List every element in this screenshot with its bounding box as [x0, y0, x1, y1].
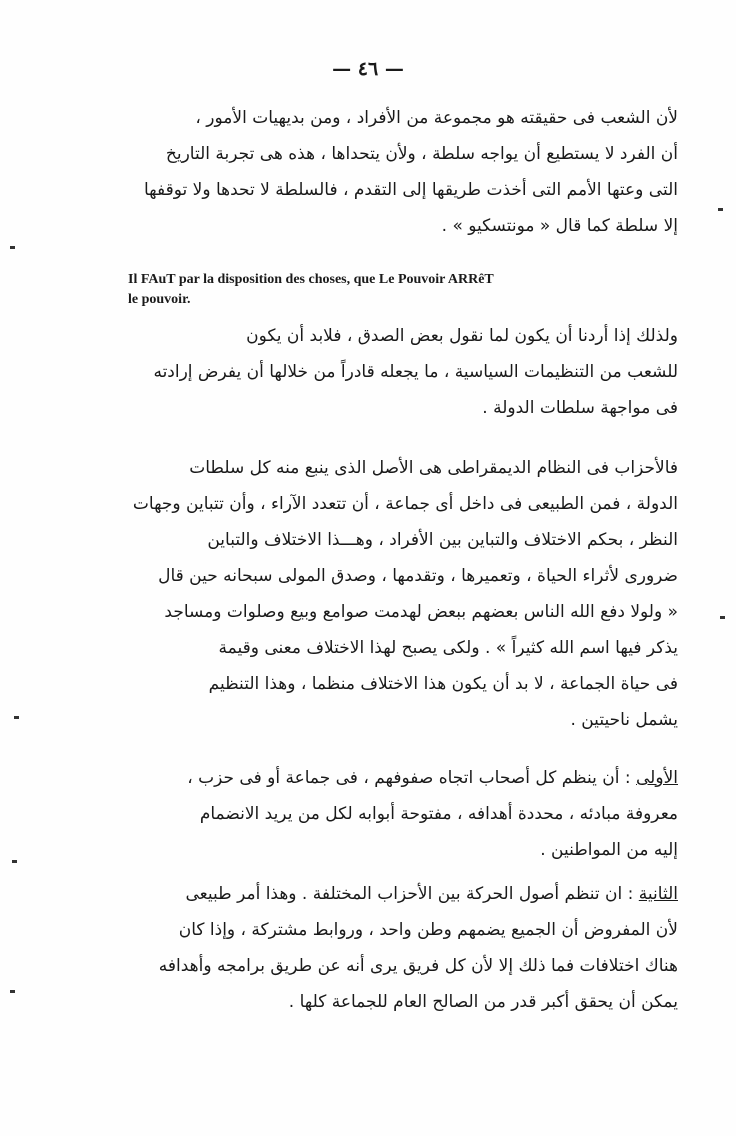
text-line: لأن المفروض أن الجميع يضمهم وطن واحد ، وروابط مشتركة ، وإذا كان	[178, 920, 678, 940]
text-line: يذكر فيها اسم الله كثيراً » . ولكى يصبح لهذا الاختلاف معنى وقيمة	[218, 638, 678, 658]
text-line	[60, 760, 678, 796]
text-line: التى وعتها الأمم التى أخذت طريقها إلى التقدم ، فالسلطة لا تحدها ولا توقفها	[143, 180, 678, 200]
text-line: الدولة ، فمن الطبيعى فى داخل أى جماعة ، أن تتعدد الآراء ، وأن تتباين وجهات	[132, 494, 678, 514]
scan-speck	[10, 246, 15, 249]
paragraph-3	[60, 450, 678, 738]
point-label: الثانية	[638, 884, 678, 904]
text-line: لأن الشعب فى حقيقته هو مجموعة من الأفراد ، ومن بديهيات الأمور ،	[195, 108, 678, 128]
scan-speck	[12, 860, 17, 863]
scan-speck	[720, 616, 725, 619]
point-label: الأولى	[636, 768, 678, 788]
line-text: : ان تنظم أصول الحركة بين الأحزاب المختلفة . وهذا أمر طبيعى	[185, 884, 634, 904]
paragraph-1	[60, 100, 678, 244]
text-line: فى مواجهة سلطات الدولة .	[482, 398, 678, 418]
text-line: أن الفرد لا يستطيع أن يواجه سلطة ، ولأن يتحداها ، هذه هى تجربة التاريخ	[165, 144, 678, 164]
scan-speck	[718, 208, 723, 211]
page-number: — ٤٦ —	[332, 58, 404, 80]
text-line	[60, 876, 678, 912]
text-line: فالأحزاب فى النظام الديمقراطى هى الأصل الذى ينبع منه كل سلطات	[189, 458, 678, 478]
text-line: هناك اختلافات فما ذلك إلا لأن كل فريق يرى أنه عن طريق برامجه وأهدافه	[158, 956, 678, 976]
french-quote	[128, 270, 648, 310]
scan-speck	[10, 990, 15, 993]
text-line: « ولولا دفع الله الناس بعضهم ببعض لهدمت صوامع وبيع وصلوات ومساجد	[164, 602, 678, 622]
text-line: ضرورى لأثراء الحياة ، وتعميرها ، وتقدمها ، وصدق المولى سبحانه حين قال	[158, 566, 678, 586]
text-line: إلا سلطة كما قال « مونتسكيو » .	[441, 216, 678, 236]
text-line: النظر ، بحكم الاختلاف والتباين بين الأفراد ، وهـــذا الاختلاف والتباين	[207, 530, 678, 550]
line-text: : أن ينظم كل أصحاب اتجاه صفوفهم ، فى جماعة أو فى حزب ،	[187, 768, 631, 788]
quote-line: le pouvoir.	[128, 292, 191, 307]
quote-line: Il FAuT par la disposition des choses, que Le Pouvoir ARRêT	[128, 272, 494, 287]
text-line: إليه من المواطنين .	[540, 840, 678, 860]
text-line: يمكن أن يحقق أكبر قدر من الصالح العام للجماعة كلها .	[288, 992, 678, 1012]
text-line: ولذلك إذا أردنا أن يكون لما نقول بعض الصدق ، فلابد أن يكون	[246, 326, 678, 346]
paragraph-second-point	[60, 876, 678, 1020]
text-line: للشعب من التنظيمات السياسية ، ما يجعله قادراً من خلالها أن يفرض إرادته	[153, 362, 678, 382]
text-line: فى حياة الجماعة ، لا بد أن يكون هذا الاختلاف منظما ، وهذا التنظيم	[208, 674, 678, 694]
text-line: يشمل ناحيتين .	[570, 710, 678, 730]
scan-speck	[14, 716, 19, 719]
paragraph-first-point	[60, 760, 678, 868]
paragraph-2	[60, 318, 678, 426]
text-line: معروفة مبادئه ، محددة أهدافه ، مفتوحة أبوابه لكل من يريد الانضمام	[199, 804, 678, 824]
